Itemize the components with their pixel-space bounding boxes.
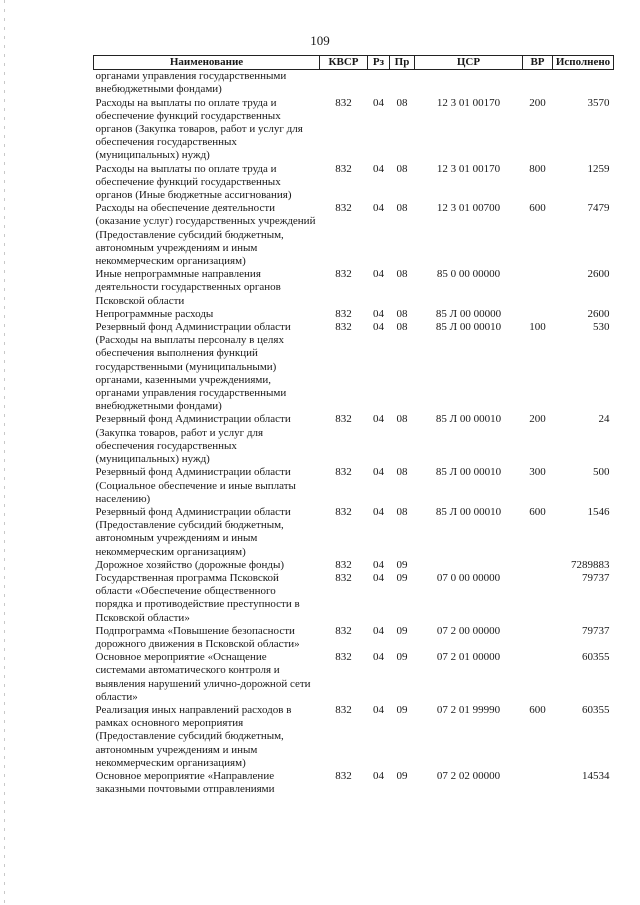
row-rz: 04 [373,571,384,584]
header-pr: Пр [390,56,415,70]
row-csr: 07 2 01 00000 [436,651,501,664]
row-executed: 3570 [587,96,610,109]
table-header-row [94,56,614,70]
row-rz: 04 [373,769,384,782]
row-kvsr: 832 [335,466,352,479]
table-row [94,704,614,770]
table-row [94,308,614,321]
table-row [94,572,614,625]
row-executed: 79737 [582,571,610,584]
table-row [94,625,614,651]
row-rz: 04 [373,466,384,479]
row-name: Расходы на выплаты по оплате труда и обеспечение функций государственных органов (Закупка товаров, работ и услуг для обеспечения государственных (муниципальных) нужд) [95,96,303,162]
row-kvsr: 832 [335,703,352,716]
row-name: Резервный фонд Администрации области (Предоставление субсидий бюджетным, автономным учреждениям и иным некоммерческим организациям) [95,505,291,558]
row-kvsr: 832 [335,202,352,215]
row-name: Основное мероприятие «Оснащение системами автоматического контроля и выявления нарушений улично-дорожной сети области» [95,651,311,703]
row-kvsr: 832 [335,321,352,334]
row-name: Реализация иных направлений расходов в рамках основного мероприятия (Предоставление субсидий бюджетным, автономным учреждениям и иным некоммерческим организациям) [95,703,292,769]
row-pr: 08 [396,96,408,109]
row-vr [523,651,553,704]
row-name: органами управления государственными внебюджетными фондами) [95,70,287,96]
header-csr: ЦСР [415,56,523,70]
row-executed: 7479 [587,202,610,215]
row-vr: 600 [529,202,546,215]
row-rz: 04 [373,703,384,716]
row-vr: 300 [529,466,546,479]
row-kvsr: 832 [335,651,352,664]
row-executed: 7289883 [571,558,610,571]
row-pr: 09 [396,651,408,664]
table-body [94,70,614,797]
row-name: Резервный фонд Администрации области (Расходы на выплаты персоналу в целях обеспечения выполнения функций государственными (муниципальными) органами, казенными учреждениями, органами управления государственными внебюджетными фондами) [95,321,291,413]
row-vr [523,770,553,796]
row-csr: 85 Л 00 00010 [435,505,502,518]
row-executed: 14534 [582,769,610,782]
table-row [94,651,614,704]
table-row [94,506,614,559]
row-vr: 200 [529,413,546,426]
budget-table [93,55,614,796]
row-executed: 1259 [587,162,610,175]
scan-edge-marks [4,0,5,905]
row-kvsr: 832 [335,162,352,175]
row-csr: 85 Л 00 00010 [435,413,502,426]
row-pr: 08 [396,307,408,320]
row-csr: 12 3 01 00700 [436,202,501,215]
row-pr: 09 [396,558,408,571]
page-number: 109 [310,33,330,48]
table-row [94,97,614,163]
row-csr: 85 Л 00 00000 [435,307,502,320]
row-csr: 85 Л 00 00010 [435,321,502,334]
row-executed: 60355 [582,703,610,716]
row-vr: 600 [529,505,546,518]
row-vr: 100 [529,321,546,334]
row-csr: 07 2 02 00000 [436,769,501,782]
row-rz [368,70,390,97]
row-executed: 60355 [582,651,610,664]
row-pr: 08 [396,466,408,479]
row-executed: 530 [593,321,610,334]
row-vr: 800 [529,162,546,175]
row-executed: 79737 [582,624,610,637]
row-csr: 85 Л 00 00010 [435,466,502,479]
row-name: Основное мероприятие «Направление заказными почтовыми отправлениями [95,769,275,796]
table-row [94,202,614,268]
row-csr: 85 0 00 00000 [436,268,501,281]
row-pr: 09 [396,769,408,782]
row-pr: 08 [396,268,408,281]
row-kvsr: 832 [335,505,352,518]
row-csr: 12 3 01 00170 [436,96,501,109]
table-row [94,559,614,572]
row-pr: 09 [396,703,408,716]
table-row [94,163,614,203]
row-vr: 600 [529,703,546,716]
row-vr [523,559,553,572]
row-csr: 07 0 00 00000 [436,571,501,584]
row-rz: 04 [373,307,384,320]
row-vr [523,572,553,625]
row-kvsr: 832 [335,413,352,426]
header-kvsr: КВСР [320,56,368,70]
row-csr: 12 3 01 00170 [436,162,501,175]
row-name: Резервный фонд Администрации области (Закупка товаров, работ и услуг для обеспечения государственных (муниципальных) нужд) [95,413,291,466]
row-rz: 04 [373,268,384,281]
row-rz: 04 [373,558,384,571]
row-name: Подпрограмма «Повышение безопасности дорожного движения в Псковской области» [95,624,300,650]
table-row [94,466,614,506]
table-row [94,321,614,413]
header-name: Наименование [94,56,320,70]
header-rz: Рз [368,56,390,70]
row-pr: 08 [396,321,408,334]
row-rz: 04 [373,624,384,637]
row-vr: 200 [529,96,546,109]
row-name: Государственная программа Псковской области «Обеспечение общественного порядка и противодействие преступности в Псковской области» [95,571,300,624]
table-row [94,770,614,796]
row-rz: 04 [373,321,384,334]
row-pr: 09 [396,624,408,637]
row-kvsr: 832 [335,96,352,109]
row-rz: 04 [373,413,384,426]
row-executed: 2600 [587,307,610,320]
row-vr [523,70,553,97]
row-executed: 2600 [587,268,610,281]
row-csr [415,70,523,97]
row-kvsr [320,70,368,97]
header-vr: ВР [523,56,553,70]
row-name: Непрограммные расходы [95,307,214,320]
row-csr [415,559,523,572]
row-pr: 08 [396,162,408,175]
row-pr: 09 [396,571,408,584]
row-pr [390,70,415,97]
table-row [94,70,614,97]
row-csr: 07 2 01 99990 [436,703,501,716]
header-executed: Исполнено [553,56,614,70]
row-rz: 04 [373,96,384,109]
row-name: Расходы на выплаты по оплате труда и обеспечение функций государственных органов (Иные бюджетные ассигнования) [95,162,292,202]
row-kvsr: 832 [335,571,352,584]
row-name: Дорожное хозяйство (дорожные фонды) [95,558,285,571]
row-rz: 04 [373,202,384,215]
row-executed [553,70,614,97]
row-kvsr: 832 [335,268,352,281]
row-vr [523,308,553,321]
row-rz: 04 [373,162,384,175]
row-name: Расходы на обеспечение деятельности (оказание услуг) государственных учреждений (Предоставление субсидий бюджетным, автономным учреждениям и иным некоммерческим организациям) [95,202,316,268]
table-row [94,413,614,466]
row-executed: 1546 [587,505,610,518]
row-vr [523,268,553,308]
row-rz: 04 [373,651,384,664]
row-kvsr: 832 [335,558,352,571]
row-kvsr: 832 [335,624,352,637]
row-kvsr: 832 [335,307,352,320]
row-csr: 07 2 00 00000 [436,624,501,637]
row-pr: 08 [396,505,408,518]
row-name: Резервный фонд Администрации области (Социальное обеспечение и иные выплаты населению) [95,466,296,505]
row-vr [523,625,553,651]
row-rz: 04 [373,505,384,518]
row-pr: 08 [396,413,408,426]
row-name: Иные непрограммные направления деятельности государственных органов Псковской области [95,268,281,307]
row-pr: 08 [396,202,408,215]
table-row [94,268,614,308]
row-executed: 24 [598,413,610,426]
row-kvsr: 832 [335,769,352,782]
row-executed: 500 [593,466,610,479]
